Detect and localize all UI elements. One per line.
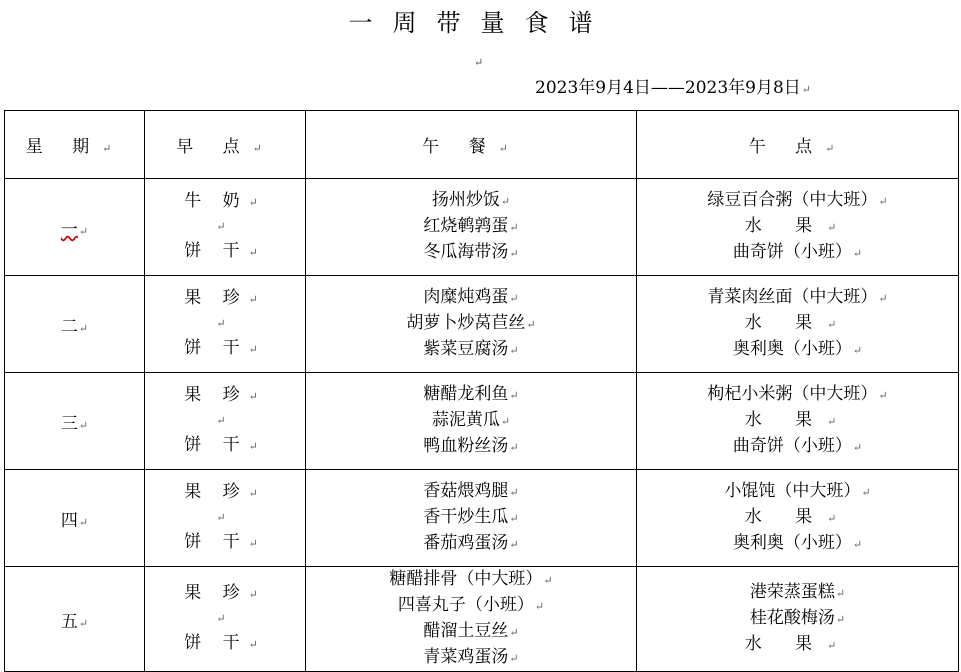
breakfast-item: 果 珍↵	[184, 288, 266, 308]
snack-item: 青菜肉丝面（中大班）↵	[707, 287, 888, 307]
lunch-cell	[306, 179, 637, 276]
table-row	[5, 373, 959, 470]
lunch-item: 冬瓜海带汤↵	[423, 242, 519, 262]
breakfast-item: 饼 干↵	[184, 633, 266, 653]
day-cell: 二↵	[5, 276, 145, 373]
snack-cell	[637, 567, 959, 672]
lunch-item: 扬州炒饭↵	[431, 190, 511, 210]
breakfast-blank: ↵	[216, 511, 234, 524]
breakfast-item: 饼 干↵	[184, 338, 266, 358]
breakfast-cell	[145, 179, 306, 276]
menu-table	[4, 110, 959, 672]
day-label: 五	[60, 611, 78, 632]
snack-item: 水 果↵	[744, 216, 851, 236]
lunch-cell	[306, 567, 637, 672]
table-row	[5, 276, 959, 373]
header-breakfast: 早 点↵	[145, 111, 306, 179]
lunch-item: 青菜鸡蛋汤↵	[423, 647, 519, 667]
breakfast-item: 果 珍↵	[184, 385, 266, 405]
breakfast-item: 牛 奶↵	[184, 191, 266, 211]
breakfast-cell	[145, 373, 306, 470]
day-cell: 四↵	[5, 470, 145, 567]
day-cell: 五↵	[5, 567, 145, 672]
lunch-item: 糖醋龙利鱼↵	[423, 384, 519, 404]
day-cell: 三↵	[5, 373, 145, 470]
snack-item: 桂花酸梅汤↵	[749, 608, 846, 628]
table-row	[5, 567, 959, 672]
breakfast-blank: ↵	[216, 220, 234, 233]
snack-item: 奥利奥（小班）↵	[732, 533, 863, 553]
lunch-item: 番茄鸡蛋汤↵	[423, 533, 519, 553]
snack-item: 小馄饨（中大班）↵	[724, 481, 871, 501]
breakfast-blank: ↵	[216, 612, 234, 625]
snack-item: 水 果↵	[744, 634, 851, 654]
snack-item: 港荣蒸蛋糕↵	[749, 582, 846, 602]
lunch-item: 香干炒生瓜↵	[423, 507, 519, 527]
table-row	[5, 179, 959, 276]
day-label: 四	[60, 510, 78, 531]
snack-item: 水 果↵	[744, 313, 851, 333]
snack-item: 奥利奥（小班）↵	[732, 339, 863, 359]
day-cell: 一↵	[5, 179, 145, 276]
breakfast-blank: ↵	[216, 317, 234, 330]
lunch-item: 紫菜豆腐汤↵	[423, 339, 519, 359]
document-title: 一周带量食谱	[348, 9, 613, 37]
lunch-cell	[306, 373, 637, 470]
breakfast-item: 果 珍↵	[184, 583, 266, 603]
lunch-item: 红烧鹌鹑蛋↵	[423, 216, 519, 236]
header-row	[5, 111, 959, 179]
snack-item: 水 果↵	[744, 410, 851, 430]
day-label: 二	[60, 316, 78, 337]
snack-cell	[637, 373, 959, 470]
breakfast-item: 饼 干↵	[184, 532, 266, 552]
lunch-item: 蒜泥黄瓜↵	[431, 410, 511, 430]
lunch-item: 香菇煨鸡腿↵	[423, 481, 519, 501]
breakfast-item: 饼 干↵	[184, 435, 266, 455]
table-row	[5, 470, 959, 567]
lunch-item: 四喜丸子（小班）↵	[397, 595, 545, 615]
breakfast-item: 饼 干↵	[184, 241, 266, 261]
lunch-item: 鸭血粉丝汤↵	[423, 436, 519, 456]
breakfast-cell	[145, 470, 306, 567]
lunch-item: 醋溜土豆丝↵	[423, 621, 519, 641]
snack-cell	[637, 470, 959, 567]
lunch-item: 肉糜炖鸡蛋↵	[423, 287, 519, 307]
snack-cell	[637, 276, 959, 373]
day-label: 一	[60, 219, 78, 240]
lunch-cell	[306, 470, 637, 567]
lunch-item: 糖醋排骨（中大班）↵	[389, 569, 553, 589]
lunch-item: 胡萝卜炒莴苣丝↵	[406, 313, 536, 333]
date-range-wrapper: 2023年9月4日——2023年9月8日↵	[535, 78, 812, 98]
date-range: 2023年9月4日——2023年9月8日	[535, 78, 801, 98]
breakfast-item: 果 珍↵	[184, 482, 266, 502]
snack-item: 绿豆百合粥（中大班）↵	[707, 190, 888, 210]
lunch-cell	[306, 276, 637, 373]
snack-item: 曲奇饼（小班）↵	[732, 242, 863, 262]
breakfast-blank: ↵	[216, 414, 234, 427]
header-snack: 午 点↵	[637, 111, 959, 179]
header-lunch: 午 餐↵	[306, 111, 637, 179]
header-day: 星 期↵	[5, 111, 145, 179]
snack-item: 曲奇饼（小班）↵	[732, 436, 863, 456]
breakfast-cell	[145, 567, 306, 672]
paragraph-mark: ↵	[474, 56, 484, 69]
breakfast-cell	[145, 276, 306, 373]
snack-item: 枸杞小米粥（中大班）↵	[707, 384, 888, 404]
snack-item: 水 果↵	[744, 507, 851, 527]
snack-cell	[637, 179, 959, 276]
day-label: 三	[60, 413, 78, 434]
